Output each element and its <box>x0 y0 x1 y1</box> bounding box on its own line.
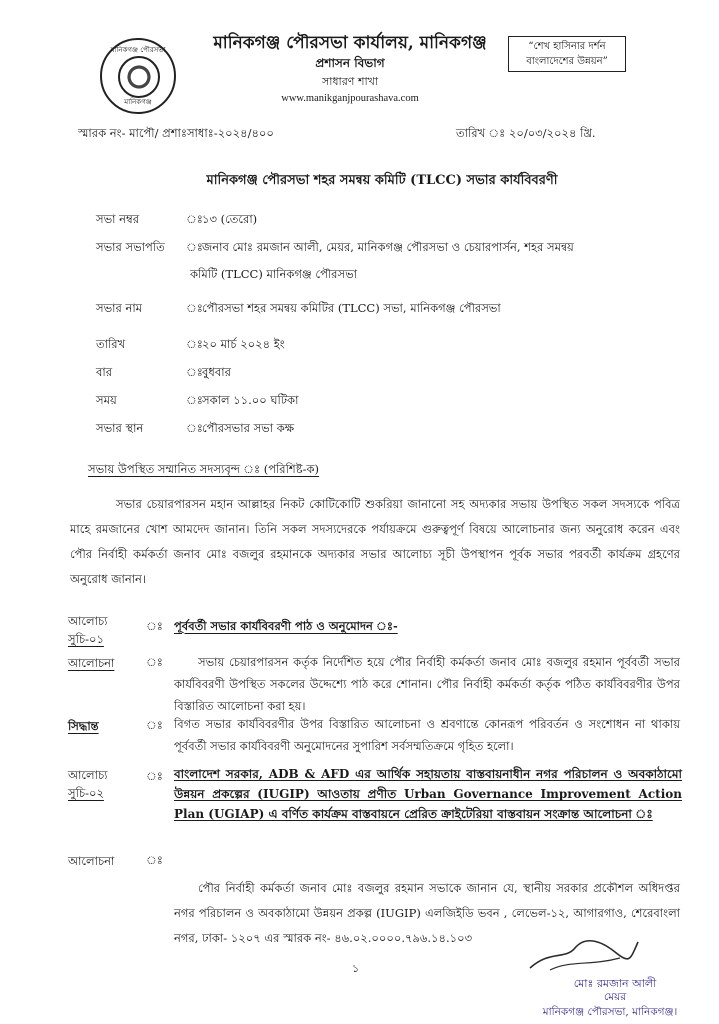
agenda1-label-line1: আলোচ্য <box>68 614 108 628</box>
agenda1-decision-colon: ঃ <box>146 718 163 732</box>
seal-emblem-icon <box>118 56 160 98</box>
info-value-meeting-no: ১৩ (তেরো) <box>202 212 258 226</box>
info-colon: ঃ <box>186 421 203 435</box>
agenda2-heading-text: বাংলাদেশ সরকার, ADB & AFD এর আর্থিক সহায়তায় বাস্তবায়নাধীন নগর পরিচালন ও অবকাঠামো উন্নয়ন প্রকল্পের (IUGIP) আওতায় প্রণীত Urban Governance Improvement Action Plan (UGIAP) এ বর্ণিত কার্যক্রম বাস্তবায়নে প্রেরিত ক্রাইটেরিয়া বাস্তবায়ন সংক্রান্ত আলোচনা ঃ <box>174 767 682 821</box>
slogan-line-1: “শেখ হাসিনার দর্শন <box>528 41 606 52</box>
agenda1-decision-label: সিদ্ধান্ত <box>68 719 99 733</box>
signature-scribble <box>520 930 640 980</box>
slogan-line-2: বাংলাদেশের উন্নয়ন” <box>526 56 608 67</box>
info-value-meeting-name: পৌরসভা শহর সমন্বয় কমিটির (TLCC) সভা, মানিকগঞ্জ পৌরসভা <box>202 301 501 315</box>
attendees-heading: সভায় উপস্থিত সম্মানিত সদস্যবৃন্দ ঃ (পরিশিষ্ট-ক) <box>88 462 320 476</box>
info-value-chair: জনাব মোঃ রমজান আলী, মেয়র, মানিকগঞ্জ পৌরসভা ও চেয়ারপার্সন, শহর সমন্বয় <box>202 240 574 254</box>
municipality-seal <box>100 38 176 114</box>
info-value-day: বুধবার <box>202 365 231 379</box>
agenda2-colon: ঃ <box>146 769 163 783</box>
info-label-date: তারিখ <box>96 337 126 351</box>
agenda1-label-line2: সুচি-০১ <box>68 632 104 646</box>
agenda1-heading: পূর্ববর্তী সভার কার্যবিবরণী পাঠ ও অনুমোদন ঃ- <box>174 619 398 633</box>
info-label-meeting-name: সভার নাম <box>96 301 143 315</box>
document-date: তারিখ ঃ ২০/০৩/২০২৪ খ্রি. <box>456 126 596 140</box>
info-label-time: সময় <box>96 393 117 407</box>
agenda1-label <box>68 612 107 648</box>
agenda2-discussion-label: আলোচনা <box>68 854 115 868</box>
signatory-name: মোঃ রমজান আলী <box>573 977 657 990</box>
agenda1-discussion: সভায় চেয়ারপারসন কর্তৃক নির্দেশিত হয়ে পৌর নির্বাহী কর্মকর্তা জনাব মোঃ বজলুর রহমান পূর্ববর্তী সভার কার্যবিবরণী উপস্থিত সকলের উদ্দেশ্যে পাঠ করে শোনান। পৌর নির্বাহী কর্মকর্তা কর্তৃক পঠিত কার্যবিবরণীর উপর বিস্তারিত আলোচনা করা হয়। <box>174 655 680 713</box>
department: প্রশাসন বিভাগ <box>315 56 385 70</box>
info-label-venue: সভার স্থান <box>96 421 144 435</box>
agenda2-heading <box>174 764 682 824</box>
signatory-org: মানিকগঞ্জ পৌরসভা, মানিকগঞ্জ। <box>542 1006 678 1018</box>
info-value-chair-cont: কমিটি (TLCC) মানিকগঞ্জ পৌরসভা <box>190 267 357 281</box>
agenda2-label-line2: সুচি-০২ <box>68 786 104 800</box>
agenda2-label-line1: আলোচ্য <box>68 768 108 782</box>
agenda1-decision: বিগত সভার কার্যবিবরণীর উপর বিস্তারিত আলোচনা ও শ্রবণান্তে কোনরূপ পরিবর্তন ও সংশোধন না থাকায় পূর্ববর্তী সভার কার্যবিবরণী অনুমোদনের সুপারিশ সর্বসম্মতিক্রমে গৃহিত হলো। <box>174 717 680 753</box>
info-label-meeting-no: সভা নম্বর <box>96 212 140 226</box>
info-value-date: ২০ মার্চ ২০২৪ ইং <box>202 337 285 351</box>
signatory-title: মেয়র <box>603 991 627 1003</box>
info-value-time: সকাল ১১.০০ ঘটিকা <box>202 393 299 407</box>
slogan-box <box>508 36 626 72</box>
agenda1-discussion-label: আলোচনা <box>68 656 115 670</box>
seal-top-text: মানিকগঞ্জ পৌরসভা <box>110 46 166 54</box>
intro-paragraph: সভার চেয়ারপারসন মহান আল্লাহর নিকট কোটিকোটি শুকরিয়া জানানো সহ অদ্যকার সভায় উপস্থিত সকল সদস্যকে পবিত্র মাহে রমজানের খোশ আমদেদ জানান। তিনি সকল সদস্যদেরকে পর্যায়ক্রমে গুরুত্বপূর্ণ বিষয়ে আলোচনার জন্য অনুরোধ করেন এবং পৌর নির্বাহী কর্মকর্তা জনাব মোঃ বজলুর রহমানকে অদ্যকার সভার আলোচ্য সূচী উপস্থাপন পূর্বক সভার পরবর্তী কার্যক্রম গ্রহণের অনুরোধ জানান। <box>70 497 680 586</box>
agenda2-discussion-colon: ঃ <box>146 853 163 867</box>
info-value-venue: পৌরসভার সভা কক্ষ <box>202 421 295 435</box>
agenda1-colon: ঃ <box>146 619 163 633</box>
agenda1-discussion-colon: ঃ <box>146 655 163 669</box>
org-name: মানিকগঞ্জ পৌরসভা কার্যালয়, মানিকগঞ্জ <box>213 33 487 53</box>
info-colon: ঃ <box>186 365 203 379</box>
info-label-day: বার <box>96 365 113 379</box>
page-number: ১ <box>352 962 360 975</box>
info-colon: ঃ <box>186 212 203 226</box>
info-colon: ঃ <box>186 240 203 254</box>
info-colon: ঃ <box>186 393 203 407</box>
memo-number: স্মারক নং- মাপৌ/ প্রশাঃসাধাঃ-২০২৪/৪০০ <box>78 126 274 140</box>
agenda2-discussion: পৌর নির্বাহী কর্মকর্তা জনাব মোঃ বজলুর রহমান সভাকে জানান যে, স্থানীয় সরকার প্রকৌশল অধিদপ্তর নগর পরিচালন ও অবকাঠামো উন্নয়ন প্রকল্প (IUGIP) এলজিইডি ভবন , লেভেল-১২, আগারগাও, শেরেবাংলা নগর, ঢাকা- ১২০৭ এর স্মারক নং- ৪৬.০২.০০০০.৭৯৬.১৪.১০৩ <box>174 881 680 945</box>
info-colon: ঃ <box>186 301 203 315</box>
info-colon: ঃ <box>186 337 203 351</box>
document-title: মানিকগঞ্জ পৌরসভা শহর সমন্বয় কমিটি (TLCC) সভার কার্যবিবরণী <box>206 173 558 188</box>
section-name: সাধারণ শাখা <box>321 75 379 88</box>
agenda2-label <box>68 766 107 802</box>
seal-bottom-text: মানিকগঞ্জ <box>124 98 152 106</box>
info-label-chair: সভার সভাপতি <box>96 240 165 254</box>
website-link[interactable]: www.manikganjpourashava.com <box>281 93 419 104</box>
